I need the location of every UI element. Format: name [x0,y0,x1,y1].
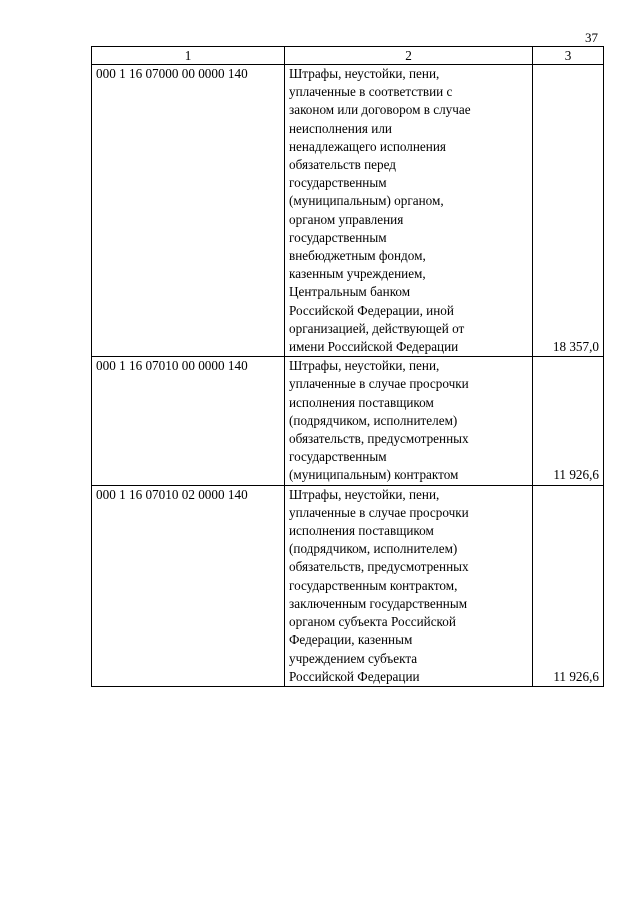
description-line: государственным [289,175,387,191]
description-line: (подрядчиком, исполнителем) [289,541,458,557]
description-line: организацией, действующей от [289,320,465,336]
description-line: исполнения поставщиком [289,394,434,410]
description-line: Федерации, казенным [289,632,413,648]
description-line: государственным [289,449,387,465]
description-line: обязательств перед [289,157,397,173]
amount-cell: 11 926,6 [533,485,604,686]
description-line: (муниципальным) контрактом [289,467,459,483]
table-header [92,47,604,65]
description-cell [285,65,533,357]
description-line: заключенным государственным [289,595,468,611]
amount-cell: 11 926,6 [533,357,604,485]
description-line: Штрафы, неустойки, пени, [289,358,440,374]
description-line: государственным контрактом, [289,577,458,593]
description-line: уплаченные в случае просрочки [289,376,469,392]
description-line: органом управления [289,211,404,227]
description-line: неисполнения или [289,120,392,136]
description-line: Российской Федерации [289,668,420,684]
description-line: законом или договором в случае [289,102,471,118]
description-line: Центральным банком [289,284,411,300]
description-line: исполнения поставщиком [289,523,434,539]
column-header-code: 1 [92,47,285,65]
description-line: (муниципальным) органом, [289,193,444,209]
description-line: Штрафы, неустойки, пени, [289,66,440,81]
description-line: обязательств, предусмотренных [289,559,469,575]
description-line: обязательств, предусмотренных [289,431,469,447]
description-line: ненадлежащего исполнения [289,138,446,154]
description-line: государственным [289,229,387,245]
table-row [92,65,604,357]
description-line: уплаченные в случае просрочки [289,504,469,520]
description-line: Штрафы, неустойки, пени, [289,486,440,502]
header-row [92,47,604,65]
table-body [92,65,604,687]
description-line: внебюджетным фондом, [289,248,426,264]
description-cell [285,357,533,485]
budget-table [91,46,604,687]
page-number: 37 [585,30,598,45]
description-line: имени Российской Федерации [289,339,459,355]
description-line: казенным учреждением, [289,266,426,282]
column-header-description: 2 [285,47,533,65]
table-row [92,485,604,686]
budget-code-cell: 000 1 16 07000 00 0000 140 [92,65,285,357]
column-header-amount: 3 [533,47,604,65]
description-line: уплаченные в соответствии с [289,84,453,100]
description-line: (подрядчиком, исполнителем) [289,412,458,428]
table-row [92,357,604,485]
budget-code-cell: 000 1 16 07010 00 0000 140 [92,357,285,485]
description-line: учреждением субъекта [289,650,418,666]
budget-code-cell: 000 1 16 07010 02 0000 140 [92,485,285,686]
description-cell [285,485,533,686]
description-line: органом субъекта Российской [289,614,456,630]
amount-cell: 18 357,0 [533,65,604,357]
description-line: Российской Федерации, иной [289,302,454,318]
